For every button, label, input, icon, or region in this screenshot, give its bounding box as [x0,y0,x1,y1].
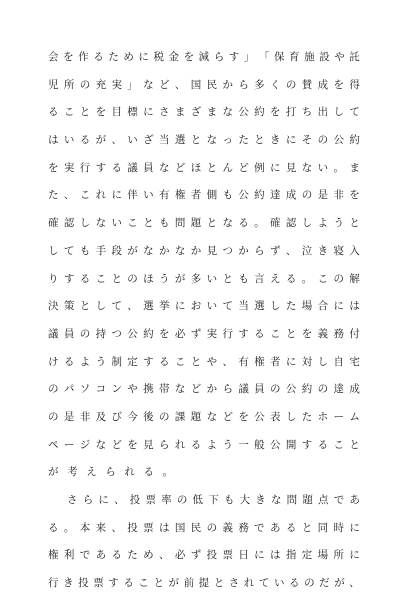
text-line: り す る こ と の ほ う が 多 い と も 言 え る 。 こ の 解 [48,272,360,285]
text-line: た 、 こ れ に 伴 い 有 権 者 側 も 公 約 達 成 の 是 非 を [48,189,360,202]
text-line: る 。 本 来 、 投 票 は 国 民 の 義 務 で あ る と 同 時 に [48,521,360,534]
body-text [48,49,360,603]
text-line: 決 策 と し て 、 選 挙 に お い て 当 選 し た 場 合 に は [48,300,360,313]
text-line: し て も 手 段 が な か な か 見 つ か ら ず 、 泣 き 寝 入 [48,244,360,257]
text-line: の パ ソ コ ン や 携 帯 な ど か ら 議 員 の 公 約 の 達 成 [48,383,360,396]
text-line: さ ら に 、 投 票 率 の 低 下 も 大 き な 問 題 点 で あ [67,494,360,506]
text-line: の 是 非 及 び 今 後 の 課 題 な ど を 公 表 し た ホ ー ム [48,410,360,423]
text-line: は い る が 、 い ざ 当 選 と な っ た と き に そ の 公 約 [48,134,360,147]
text-line: を 実 行 す る 議 員 な ど ほ と ん ど 例 に 見 な い 。 ま [48,161,360,174]
text-line: 行 き 投 票 す る こ と が 前 提 と さ れ て い る の だ が 、 [48,577,360,590]
text-line: 確 認 し な い こ と も 問 題 と な る 。 確 認 し よ う と [48,217,360,230]
text-line: け る よ う 制 定 す る こ と や 、 有 権 者 に 対 し 自 宅 [48,355,360,368]
text-line: 会 を 作 る た め に 税 金 を 減 ら す 」 「 保 育 施 設 や 託 [48,51,360,63]
text-line: ペ ー ジ な ど を 見 ら れ る よ う 一 般 公 開 す る こ と [48,438,360,451]
text-line: 権 利 で あ る た め 、 必 ず 投 票 日 に は 指 定 場 所 に [48,549,360,562]
text-line: 児 所 の 充 実 」 な ど 、 国 民 か ら 多 く の 賛 成 を 得 [48,78,360,91]
text-line: が 考 え ら れ る 。 [48,466,174,479]
text-line: る こ と を 目 標 に さ ま ざ ま な 公 約 を 打 ち 出 し て [48,106,360,119]
text-line: 議 員 の 持 つ 公 約 を 必 ず 実 行 す る こ と を 義 務 付 [48,327,360,340]
